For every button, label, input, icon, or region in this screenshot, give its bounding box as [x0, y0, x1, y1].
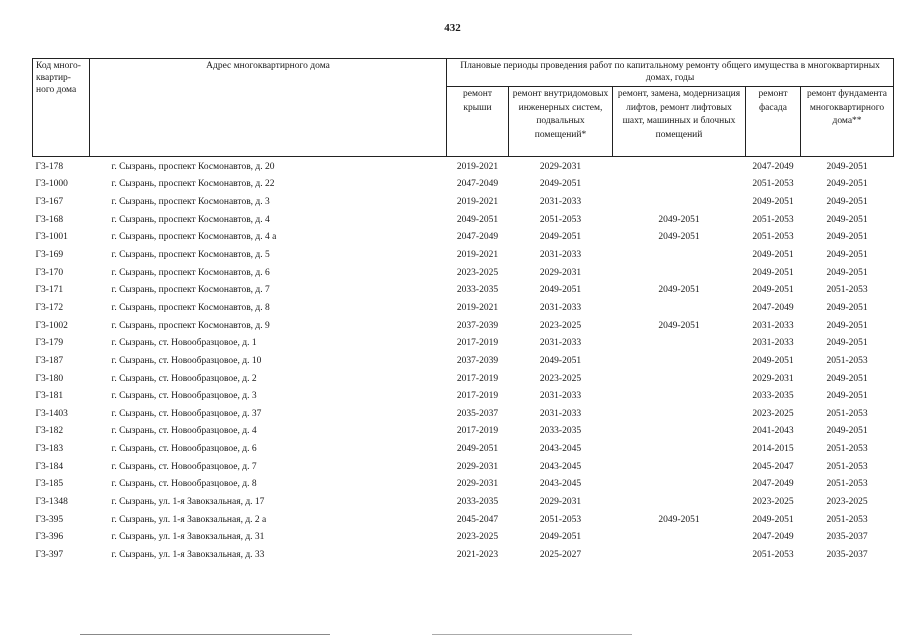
- table-row: [33, 511, 894, 529]
- cell-code: Г3-397: [35, 549, 64, 560]
- cell-foundation: 2049-2051: [826, 320, 868, 331]
- cell-roof: 2023-2025: [456, 532, 499, 543]
- cell-lifts: [613, 546, 746, 564]
- header-address: Адрес многоквартирного дома: [90, 59, 447, 157]
- cell-facade: 2049-2051: [752, 285, 794, 296]
- cell-roof: 2019-2021: [456, 250, 499, 261]
- cell-code: Г3-167: [35, 197, 64, 208]
- table-row: [33, 334, 894, 352]
- cell-roof: 2019-2021: [456, 302, 499, 313]
- cell-lifts: [613, 370, 746, 388]
- cell-systems: 2031-2033: [539, 338, 582, 349]
- cell-foundation: 2051-2053: [826, 479, 868, 490]
- cell-lifts: [613, 176, 746, 194]
- cell-systems: 2033-2035: [539, 426, 582, 437]
- cell-address: г. Сызрань, ст. Новообразцовое, д. 7: [111, 461, 257, 472]
- cell-lifts: [613, 334, 746, 352]
- cell-lifts: [613, 405, 746, 423]
- cell-facade: 2033-2035: [752, 391, 794, 402]
- cell-code: Г3-187: [35, 355, 64, 366]
- cell-roof: 2037-2039: [456, 355, 499, 366]
- cell-lifts: [613, 299, 746, 317]
- cell-foundation: 2049-2051: [826, 214, 868, 225]
- cell-systems: 2043-2045: [539, 444, 582, 455]
- cell-lifts: 2049-2051: [658, 285, 700, 296]
- cell-facade: 2047-2049: [752, 479, 794, 490]
- table-row: [33, 264, 894, 282]
- table-row: [33, 352, 894, 370]
- cell-foundation: 2051-2053: [826, 461, 868, 472]
- table-row: [33, 423, 894, 441]
- cell-systems: 2043-2045: [539, 479, 582, 490]
- cell-facade: 2023-2025: [752, 496, 794, 507]
- cell-foundation: 2035-2037: [826, 532, 868, 543]
- cell-address: г. Сызрань, ст. Новообразцовое, д. 1: [111, 338, 257, 349]
- page-number: 432: [444, 22, 461, 34]
- cell-address: г. Сызрань, ул. 1-я Завокзальная, д. 2 а: [111, 514, 267, 525]
- cell-code: Г3-172: [35, 302, 64, 313]
- cell-foundation: 2049-2051: [826, 232, 868, 243]
- cell-systems: 2049-2051: [539, 285, 582, 296]
- table-row: [33, 211, 894, 229]
- cell-foundation: 2049-2051: [826, 179, 868, 190]
- cell-code: Г3-185: [35, 479, 64, 490]
- header-roof: ремонт крыши: [447, 87, 509, 157]
- table-row: [33, 246, 894, 264]
- cell-foundation: 2049-2051: [826, 426, 868, 437]
- cell-lifts: [613, 193, 746, 211]
- header-periods: Плановые периоды проведения работ по капитальному ремонту общего имущества в многоквартирных домах, годы: [447, 59, 894, 87]
- cell-facade: 2029-2031: [752, 373, 794, 384]
- cell-facade: 2014-2015: [752, 444, 794, 455]
- cell-roof: 2049-2051: [456, 444, 499, 455]
- cell-facade: 2049-2051: [752, 267, 794, 278]
- header-lifts: ремонт, замена, модернизация лифтов, ремонт лифтовых шахт, машинных и блочных помещений: [613, 87, 746, 157]
- cell-facade: 2049-2051: [752, 197, 794, 208]
- cell-code: Г3-1002: [35, 320, 68, 331]
- cell-foundation: 2051-2053: [826, 355, 868, 366]
- cell-systems: 2043-2045: [539, 461, 582, 472]
- cell-code: Г3-170: [35, 267, 64, 278]
- cell-foundation: 2051-2053: [826, 285, 868, 296]
- cell-lifts: [613, 458, 746, 476]
- cell-address: г. Сызрань, проспект Космонавтов, д. 8: [111, 302, 270, 313]
- capital-repair-table: [32, 58, 894, 564]
- cell-code: Г3-181: [35, 391, 64, 402]
- cell-address: г. Сызрань, ст. Новообразцовое, д. 2: [111, 373, 257, 384]
- cell-foundation: 2049-2051: [826, 250, 868, 261]
- cell-foundation: 2023-2025: [826, 496, 868, 507]
- cell-systems: 2029-2031: [539, 496, 582, 507]
- cell-code: Г3-182: [35, 426, 64, 437]
- cell-facade: 2047-2049: [752, 532, 794, 543]
- table-row: [33, 317, 894, 335]
- cell-code: Г3-184: [35, 461, 64, 472]
- cell-code: Г3-1000: [35, 179, 68, 190]
- cell-lifts: [613, 387, 746, 405]
- cell-facade: 2047-2049: [752, 302, 794, 313]
- cell-foundation: 2049-2051: [826, 391, 868, 402]
- cell-foundation: 2049-2051: [826, 161, 868, 172]
- cell-code: Г3-1348: [35, 496, 68, 507]
- cell-foundation: 2051-2053: [826, 408, 868, 419]
- cell-foundation: 2035-2037: [826, 549, 868, 560]
- cell-code: Г3-178: [35, 161, 64, 172]
- cell-systems: 2023-2025: [539, 320, 582, 331]
- cell-facade: 2045-2047: [752, 461, 794, 472]
- cell-systems: 2023-2025: [539, 373, 582, 384]
- cell-code: Г3-180: [35, 373, 64, 384]
- cell-lifts: [613, 493, 746, 511]
- cell-foundation: 2051-2053: [826, 444, 868, 455]
- cell-lifts: [613, 157, 746, 176]
- table-row: [33, 387, 894, 405]
- cell-facade: 2049-2051: [752, 514, 794, 525]
- cell-systems: 2031-2033: [539, 197, 582, 208]
- cell-facade: 2047-2049: [752, 161, 794, 172]
- table-row: [33, 157, 894, 176]
- cell-lifts: [613, 423, 746, 441]
- table-row: [33, 370, 894, 388]
- cell-address: г. Сызрань, проспект Космонавтов, д. 7: [111, 285, 270, 296]
- cell-address: г. Сызрань, проспект Космонавтов, д. 5: [111, 250, 270, 261]
- cell-roof: 2033-2035: [456, 496, 499, 507]
- cell-lifts: [613, 246, 746, 264]
- cell-facade: 2051-2053: [752, 214, 794, 225]
- cell-facade: 2049-2051: [752, 355, 794, 366]
- cell-address: г. Сызрань, проспект Космонавтов, д. 22: [111, 179, 275, 190]
- table-body: [33, 157, 894, 564]
- cell-roof: 2033-2035: [456, 285, 499, 296]
- table-row: [33, 299, 894, 317]
- cell-facade: 2049-2051: [752, 250, 794, 261]
- cell-address: г. Сызрань, проспект Космонавтов, д. 6: [111, 267, 270, 278]
- cell-roof: 2019-2021: [456, 161, 499, 172]
- cell-code: Г3-179: [35, 338, 64, 349]
- cell-roof: 2035-2037: [456, 408, 499, 419]
- table-row: [33, 405, 894, 423]
- page-bottom-rule: [80, 634, 330, 635]
- cell-roof: 2049-2051: [456, 214, 499, 225]
- table-row: [33, 528, 894, 546]
- table-row: [33, 493, 894, 511]
- cell-address: г. Сызрань, проспект Космонавтов, д. 4 а: [111, 232, 277, 243]
- cell-facade: 2051-2053: [752, 179, 794, 190]
- cell-address: г. Сызрань, проспект Космонавтов, д. 3: [111, 197, 270, 208]
- cell-lifts: 2049-2051: [658, 514, 700, 525]
- table-row: [33, 281, 894, 299]
- cell-address: г. Сызрань, ул. 1-я Завокзальная, д. 17: [111, 496, 265, 507]
- table-row: [33, 458, 894, 476]
- cell-systems: 2029-2031: [539, 161, 582, 172]
- cell-roof: 2019-2021: [456, 197, 499, 208]
- table-row: [33, 546, 894, 564]
- cell-facade: 2031-2033: [752, 338, 794, 349]
- cell-code: Г3-183: [35, 444, 64, 455]
- cell-address: г. Сызрань, ул. 1-я Завокзальная, д. 33: [111, 549, 265, 560]
- cell-foundation: 2049-2051: [826, 197, 868, 208]
- cell-address: г. Сызрань, ст. Новообразцовое, д. 6: [111, 444, 257, 455]
- page-bottom-rule-2: [432, 634, 632, 635]
- cell-address: г. Сызрань, ст. Новообразцовое, д. 3: [111, 391, 257, 402]
- cell-facade: 2051-2053: [752, 232, 794, 243]
- cell-address: г. Сызрань, проспект Космонавтов, д. 9: [111, 320, 270, 331]
- cell-facade: 2031-2033: [752, 320, 794, 331]
- cell-roof: 2047-2049: [456, 232, 499, 243]
- cell-roof: 2017-2019: [456, 426, 499, 437]
- cell-code: Г3-396: [35, 532, 64, 543]
- cell-facade: 2023-2025: [752, 408, 794, 419]
- table-row: [33, 176, 894, 194]
- cell-address: г. Сызрань, ст. Новообразцовое, д. 8: [111, 479, 257, 490]
- cell-systems: 2049-2051: [539, 532, 582, 543]
- cell-roof: 2037-2039: [456, 320, 499, 331]
- cell-roof: 2017-2019: [456, 338, 499, 349]
- table-row: [33, 193, 894, 211]
- cell-address: г. Сызрань, проспект Космонавтов, д. 20: [111, 161, 275, 172]
- cell-roof: 2017-2019: [456, 391, 499, 402]
- cell-systems: 2051-2053: [539, 214, 582, 225]
- cell-foundation: 2051-2053: [826, 514, 868, 525]
- cell-facade: 2041-2043: [752, 426, 794, 437]
- cell-address: г. Сызрань, ст. Новообразцовое, д. 37: [111, 408, 262, 419]
- cell-roof: 2023-2025: [456, 267, 499, 278]
- cell-lifts: 2049-2051: [658, 320, 700, 331]
- cell-address: г. Сызрань, ул. 1-я Завокзальная, д. 31: [111, 532, 265, 543]
- cell-systems: 2031-2033: [539, 408, 582, 419]
- cell-code: Г3-1403: [35, 408, 68, 419]
- header-foundation: ремонт фундамента многоквартирного дома**: [801, 87, 894, 157]
- cell-code: Г3-395: [35, 514, 64, 525]
- cell-systems: 2049-2051: [539, 179, 582, 190]
- cell-systems: 2049-2051: [539, 232, 582, 243]
- cell-systems: 2031-2033: [539, 250, 582, 261]
- cell-systems: 2029-2031: [539, 267, 582, 278]
- table-row: [33, 476, 894, 494]
- cell-lifts: 2049-2051: [658, 214, 700, 225]
- cell-lifts: [613, 476, 746, 494]
- cell-foundation: 2049-2051: [826, 338, 868, 349]
- cell-roof: 2047-2049: [456, 179, 499, 190]
- cell-roof: 2045-2047: [456, 514, 499, 525]
- cell-code: Г3-171: [35, 285, 64, 296]
- cell-facade: 2051-2053: [752, 549, 794, 560]
- cell-roof: 2029-2031: [456, 479, 499, 490]
- cell-address: г. Сызрань, ст. Новообразцовое, д. 4: [111, 426, 257, 437]
- cell-code: Г3-1001: [35, 232, 68, 243]
- cell-lifts: [613, 352, 746, 370]
- cell-address: г. Сызрань, проспект Космонавтов, д. 4: [111, 214, 270, 225]
- cell-foundation: 2049-2051: [826, 302, 868, 313]
- table-row: [33, 229, 894, 247]
- header-facade: ремонт фасада: [746, 87, 801, 157]
- cell-systems: 2051-2053: [539, 514, 582, 525]
- cell-lifts: [613, 528, 746, 546]
- cell-systems: 2031-2033: [539, 391, 582, 402]
- cell-systems: 2025-2027: [539, 549, 582, 560]
- cell-roof: 2017-2019: [456, 373, 499, 384]
- cell-lifts: 2049-2051: [658, 232, 700, 243]
- header-code: Код много-квартир-ного дома: [33, 59, 90, 157]
- cell-systems: 2049-2051: [539, 355, 582, 366]
- cell-systems: 2031-2033: [539, 302, 582, 313]
- cell-code: Г3-168: [35, 214, 64, 225]
- cell-roof: 2021-2023: [456, 549, 499, 560]
- cell-foundation: 2049-2051: [826, 267, 868, 278]
- header-systems: ремонт внутридомовых инженерных систем, подвальных помещений*: [509, 87, 613, 157]
- cell-address: г. Сызрань, ст. Новообразцовое, д. 10: [111, 355, 262, 366]
- cell-lifts: [613, 440, 746, 458]
- cell-code: Г3-169: [35, 250, 64, 261]
- table-row: [33, 440, 894, 458]
- cell-foundation: 2049-2051: [826, 373, 868, 384]
- cell-roof: 2029-2031: [456, 461, 499, 472]
- cell-lifts: [613, 264, 746, 282]
